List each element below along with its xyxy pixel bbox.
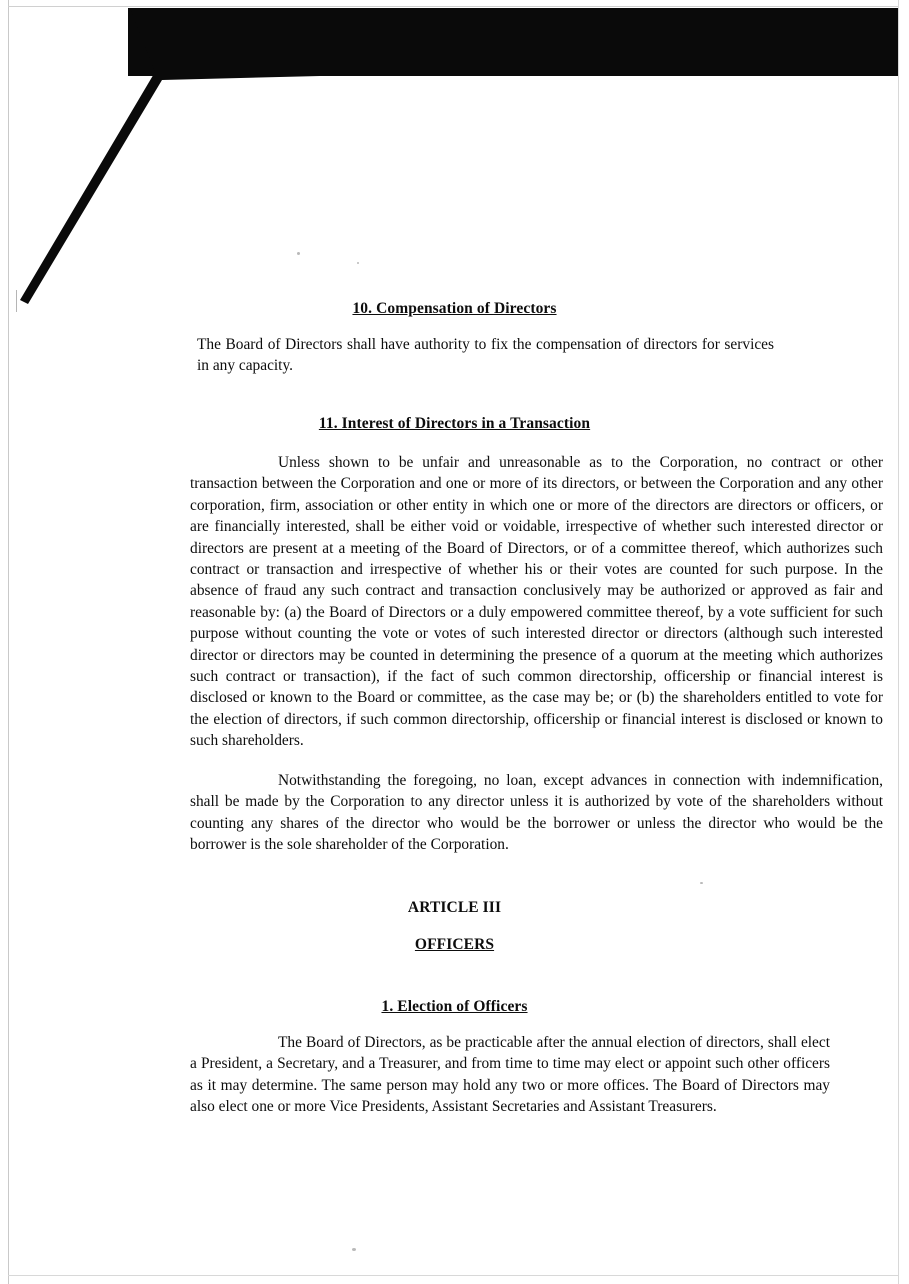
section-11-paragraph-2: Notwithstanding the foregoing, no loan, except advances in connection with indemnification, shall be made by the Corporation to any director unless it is authorized by vote of the shareholders without counting any shares of the director who would be the borrower or unless the director who would be the borrower is the sole shareholder of the Corporation. [190, 772, 883, 854]
section-11-paragraph-1: Unless shown to be unfair and unreasonable as to the Corporation, no contract or other transaction between the Corporation and one or more of its directors, or between the Corporation and any other corporation, firm, association or other entity in which one or more of the directors are directors or officers, or are financially interested, shall be either void or voidable, irrespective of whether such interested director or directors are present at a meeting of the Board of Directors, or of a committee thereof, which authorizes such contract or transaction and irrespective of whether his or their votes are counted for such purpose. In the absence of fraud any such contract and transaction conclusively may be authorized or approved as fair and reasonable by: (a) the Board of Directors or a duly empowered committee thereof, by a vote sufficient for such purpose without counting the vote or votes of such interested director or directors (although such interested director or directors may be counted in determining the presence of a quorum at the meeting which authorizes such contract or transaction), if the fact of such common directorship, officership or financial interest is disclosed or known to the Board or committee, as the case may be; or (b) the shareholders entitled to vote for the election of directors, if such common directorship, officership or financial interest is disclosed or known to such shareholders. [190, 454, 883, 750]
section-heading-10-text: 10. Compensation of Directors [352, 300, 557, 317]
scan-speck [357, 262, 359, 264]
scan-border-bottom [8, 1275, 898, 1276]
article-title-text: OFFICERS [414, 936, 495, 953]
section-heading-10 [0, 300, 909, 318]
section-heading-1-text: 1. Election of Officers [381, 998, 528, 1015]
article-number: ARTICLE III [407, 899, 502, 916]
scan-border-left [8, 0, 9, 1284]
section-heading-1 [0, 998, 909, 1016]
section-heading-11-text: 11. Interest of Directors in a Transaction [318, 415, 591, 432]
scan-border-top [8, 6, 898, 7]
scan-artifact-corner-fold [10, 8, 320, 308]
scan-speck [297, 252, 300, 255]
section-heading-11 [0, 415, 909, 433]
article-title [0, 936, 909, 954]
scan-speck [352, 1248, 356, 1251]
scan-border-right [898, 0, 899, 1284]
section-10-paragraph-1: The Board of Directors shall have authority to fix the compensation of directors for services in any capacity. [197, 336, 774, 375]
section-1-paragraph-1: The Board of Directors, as be practicable after the annual election of directors, shall elect a President, a Secretary, and a Treasurer, and from time to time may elect or appoint such other officers as it may determine. The same person may hold any two or more offices. The Board of Directors may also elect one or more Vice Presidents, Assistant Secretaries and Assistant Treasurers. [190, 1034, 830, 1116]
scan-speck [700, 882, 703, 884]
